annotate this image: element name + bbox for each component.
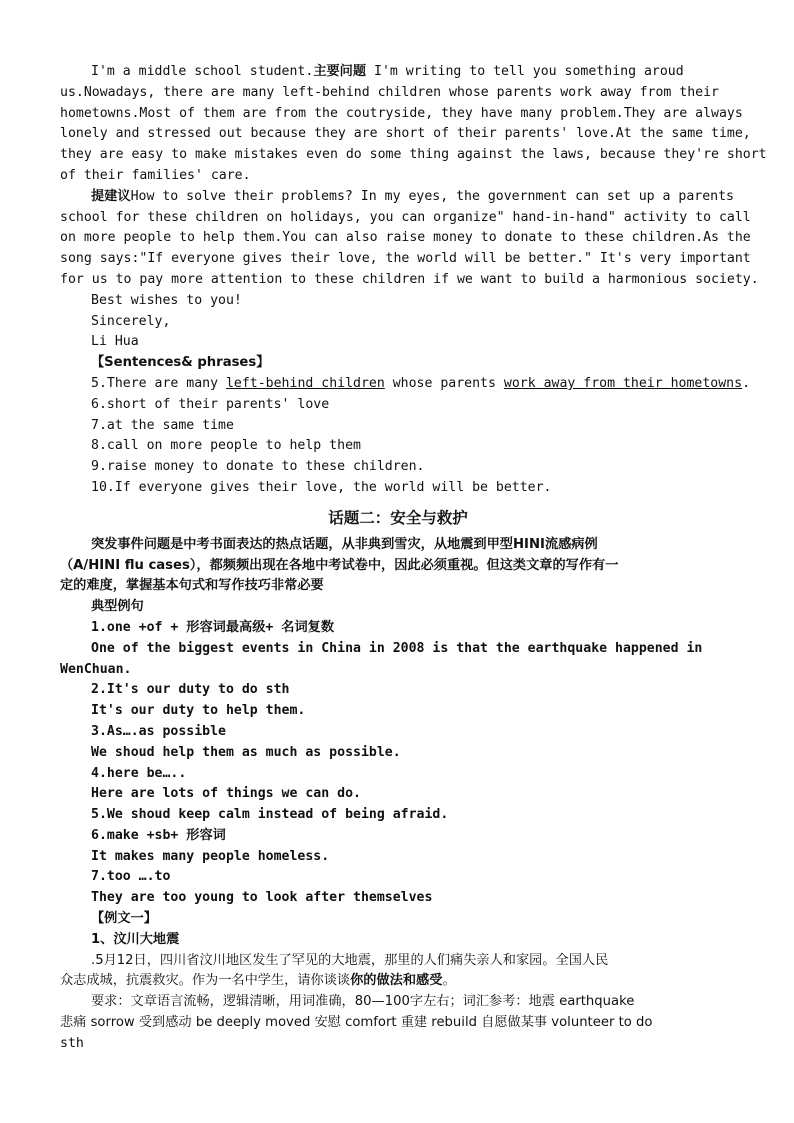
suggestion-label: 提建议 <box>91 188 131 204</box>
example-sentence: Here are lots of things we can do. <box>91 786 361 802</box>
intro-line: 突发事件问题是中考书面表达的热点话题，从非典到雪灾，从地震到甲型HINI流感病例 <box>91 536 598 552</box>
phrase-text: whose parents <box>384 375 504 391</box>
letter-line: hometowns.Most of them are from the coutryside, they have many problem.They are always <box>60 105 743 121</box>
requirement-line: sth <box>60 1035 84 1051</box>
requirement-line: 悲痛 sorrow 受到感动 be deeply moved 安慰 comfort 重建 rebuild 自愿做某事 volunteer to do <box>60 1015 653 1031</box>
prompt-emphasis: 你的做法和感受 <box>350 973 443 989</box>
example-pattern: 3.As….as possible <box>91 723 226 739</box>
example-pattern: 6.make +sb+ 形容词 <box>91 827 226 843</box>
phrase-item: 7.at the same time <box>91 417 234 433</box>
sample-prompt-line: .5月12日，四川省汶川地区发生了罕见的大地震，那里的人们痛失亲人和家园。全国人民 <box>91 952 609 968</box>
example-pattern: 4.here be….. <box>91 765 187 781</box>
letter-line: us.Nowadays, there are many left-behind children whose parents work away from their <box>60 84 719 100</box>
letter-line: for us to pay more attention to these children if we want to build a harmonious society. <box>60 271 759 287</box>
example-sentence: They are too young to look after themselves <box>91 890 433 906</box>
example-pattern: 1.one +of + 形容词最高级+ 名词复数 <box>91 619 335 635</box>
section-title: 话题二：安全与救护 <box>328 508 468 527</box>
letter-signature: Li Hua <box>91 334 139 350</box>
letter-line: song says:"If everyone gives their love, the world will be better." It's very important <box>60 251 751 267</box>
letter-line: of their families' care. <box>60 167 251 183</box>
letter-text: How to solve their problems? In my eyes, the government can set up a parents <box>130 188 734 204</box>
letter-line <box>60 187 736 208</box>
phrase-item: 9.raise money to donate to these children. <box>91 459 425 475</box>
phrase-item: 8.call on more people to help them <box>91 438 361 454</box>
example-sentence: WenChuan. <box>60 661 132 677</box>
example-pattern: 5.We shoud keep calm instead of being afraid. <box>91 807 449 823</box>
phrase-text: 5.There are many <box>91 375 226 391</box>
example-sentence: We shoud help them as much as possible. <box>91 744 401 760</box>
example-sentence: It makes many people homeless. <box>91 848 330 864</box>
phrase-underlined: work away from their hometowns <box>503 375 743 391</box>
letter-closing: Best wishes to you! <box>91 292 242 308</box>
prompt-text: 众志成城，抗震救灾。作为一名中学生，请你谈谈 <box>60 973 351 989</box>
example-pattern: 2.It's our duty to do sth <box>91 682 290 698</box>
intro-line: （A/HINI flu cases），都频频出现在各地中考试卷中，因此必须重视。但这类文章的写作有一 <box>60 557 619 573</box>
letter-line: on more people to help them.You can also raise money to donate to these children.As the <box>60 230 751 246</box>
main-problem-label: 主要问题 <box>313 64 367 79</box>
example-sentence: It's our duty to help them. <box>91 703 306 719</box>
phrase-underlined: left-behind children <box>225 375 385 391</box>
example-pattern: 7.too ….to <box>91 869 171 885</box>
letter-line: lonely and stressed out because they are short of their parents' love.At the same time, <box>60 126 751 142</box>
sample-prompt-line <box>60 971 736 992</box>
prompt-text: 。 <box>442 973 456 989</box>
letter-line <box>60 62 736 83</box>
phrase-item: 10.If everyone gives their love, the world will be better. <box>91 479 552 495</box>
intro-line: 定的难度，掌握基本句式和写作技巧非常必要 <box>60 578 324 594</box>
letter-line: they are easy to make mistakes even do some thing against the laws, because they're short <box>60 147 767 163</box>
example-sentence: One of the biggest events in China in 2008 is that the earthquake happened in <box>91 640 703 656</box>
letter-closing: Sincerely, <box>91 313 171 329</box>
letter-line: school for these children on holidays, you can organize" hand-in-hand" activity to call <box>60 209 751 225</box>
examples-heading: 典型例句 <box>91 599 144 615</box>
phrases-heading: 【Sentences& phrases】 <box>91 355 270 371</box>
sample-title: 1、汶川大地震 <box>91 931 180 947</box>
phrase-item <box>60 374 751 395</box>
sample-heading: 【例文一】 <box>91 911 157 927</box>
requirement-line: 要求：文章语言流畅，逻辑清晰，用词准确，80—100字左右；词汇参考：地震 earthquake <box>91 994 635 1010</box>
letter-text: I'm writing to tell you something aroud <box>366 64 684 79</box>
phrase-item: 6.short of their parents' love <box>91 396 330 412</box>
letter-text: I'm a middle school student. <box>91 64 314 79</box>
document-page <box>60 62 767 1055</box>
phrase-text: . <box>742 375 751 391</box>
